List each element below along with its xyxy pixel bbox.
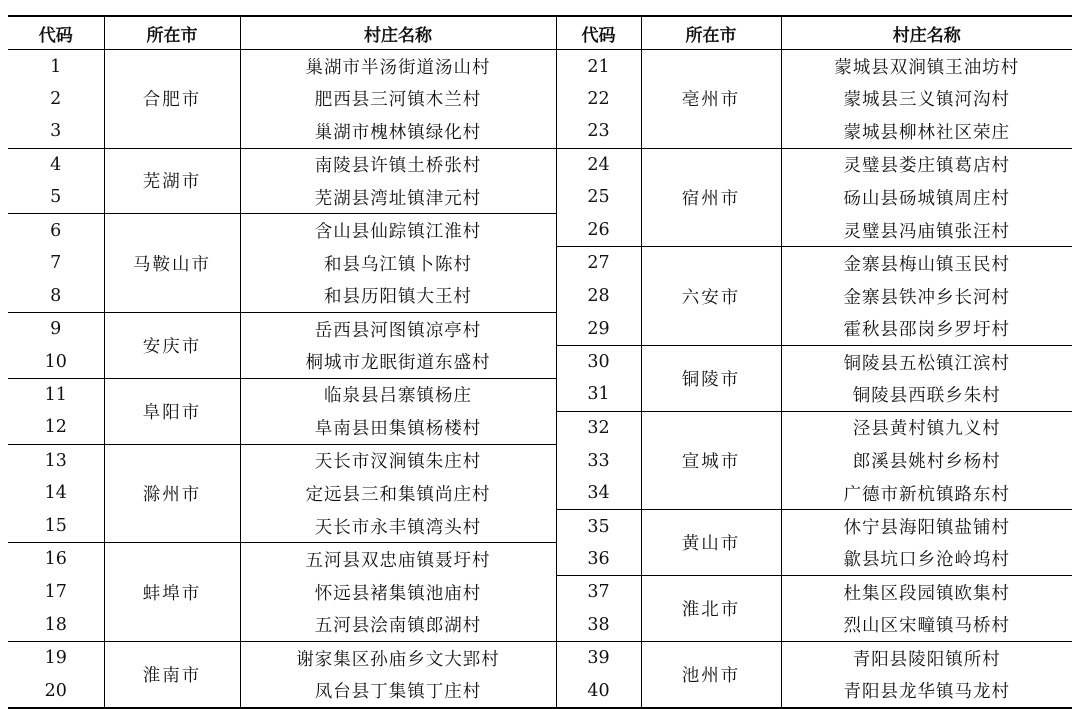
- village-name-header: 村庄名称: [240, 16, 556, 50]
- code-cell: 22: [587, 88, 610, 109]
- village-cell: 肥西县三河镇木兰村: [240, 83, 556, 115]
- city-header: 所在市: [104, 16, 240, 50]
- village-cell: 金寨县梅山镇玉民村: [781, 247, 1072, 280]
- village-cell: 南陵县许镇土桥张村: [240, 148, 556, 181]
- village-cell: 阜南县田集镇杨楼村: [240, 411, 556, 444]
- table-row: [8, 378, 1072, 411]
- village-cell: 五河县双忠庙镇聂圩村: [240, 543, 556, 576]
- village-cell: 灵璧县冯庙镇张汪村: [843, 221, 1010, 242]
- city-cell: 马鞍山市: [104, 214, 240, 313]
- city-cell: 滁州市: [104, 444, 240, 543]
- city-cell: 六安市: [641, 247, 781, 346]
- code-cell: 14: [44, 483, 67, 504]
- code-cell: 11: [8, 378, 104, 411]
- village-cell: 休宁县海阳镇盐铺村: [781, 510, 1072, 543]
- village-cell: 谢家集区孙庙乡文大郢村: [240, 641, 556, 674]
- city-cell: 淮北市: [641, 576, 781, 642]
- code-cell: 7: [50, 253, 62, 274]
- village-cell: 蒙城县三义镇河沟村: [843, 90, 1010, 111]
- code-cell: 2: [50, 88, 62, 109]
- village-cell: 铜陵县五松镇江滨村: [781, 345, 1072, 378]
- village-cell: 巢湖市半汤街道汤山村: [240, 50, 556, 83]
- table-row: [8, 148, 1072, 181]
- village-cell: 蒙城县双涧镇王油坊村: [834, 58, 1020, 79]
- village-cell: 巢湖市槐林镇绿化村: [240, 115, 556, 148]
- village-cell: 杜集区段园镇欧集村: [781, 576, 1072, 609]
- code-cell: 8: [50, 285, 62, 306]
- village-cell: 青阳县陵阳镇所村: [781, 641, 1072, 674]
- village-list-document: [8, 15, 1072, 709]
- village-cell: 定远县三和集镇尚庄村: [240, 477, 556, 510]
- code-cell: 4: [8, 148, 104, 181]
- village-cell: 青阳县龙华镇马龙村: [781, 674, 1072, 707]
- code-cell: 34: [587, 483, 610, 504]
- code-cell: 21: [587, 56, 610, 77]
- code-cell: 3: [50, 121, 62, 142]
- code-cell: 18: [44, 614, 67, 635]
- city-cell: 芜湖市: [104, 148, 240, 214]
- village-cell: 霍秋县邵岗乡罗圩村: [843, 320, 1010, 341]
- village-cell: 泾县黄村镇九义村: [781, 411, 1072, 444]
- code-cell: 12: [44, 417, 67, 438]
- city-cell: 安庆市: [104, 313, 240, 379]
- city-cell: 阜阳市: [104, 378, 240, 444]
- city-cell: 铜陵市: [641, 345, 781, 411]
- code-cell: 40: [556, 674, 641, 707]
- village-cell: 天长市永丰镇湾头村: [240, 510, 556, 543]
- code-cell: 19: [8, 641, 104, 674]
- code-cell: 30: [556, 345, 641, 378]
- code-cell: 28: [587, 286, 610, 307]
- code-cell: 13: [8, 444, 104, 477]
- city-cell: 合肥市: [104, 50, 240, 148]
- city-cell: 池州市: [641, 641, 781, 707]
- village-cell: 和县乌江镇卜陈村: [240, 247, 556, 280]
- code-cell: 31: [587, 384, 610, 405]
- city-cell: 蚌埠市: [104, 543, 240, 642]
- village-cell: 怀远县褚集镇池庙村: [240, 576, 556, 609]
- village-cell: 天长市汊涧镇朱庄村: [240, 444, 556, 477]
- header-row: [8, 16, 1072, 50]
- village-table: [8, 15, 1072, 709]
- code-cell: 23: [587, 121, 610, 142]
- code-cell: 25: [587, 187, 610, 208]
- village-cell: 广德市新杭镇路东村: [843, 484, 1010, 505]
- code-cell: 16: [8, 543, 104, 576]
- code-cell: 24: [556, 148, 641, 181]
- code-cell: 38: [587, 614, 610, 635]
- city-cell: 黄山市: [641, 510, 781, 576]
- village-cell: 含山县仙踪镇江淮村: [240, 214, 556, 247]
- village-cell: 烈山区宋疃镇马桥村: [843, 616, 1010, 637]
- village-cell: 郎溪县姚村乡杨村: [852, 452, 1001, 473]
- code-cell: 20: [8, 674, 104, 707]
- village-cell: 芜湖县湾址镇津元村: [240, 181, 556, 214]
- city-cell: 淮南市: [104, 641, 240, 707]
- village-name-header-right: 村庄名称: [781, 16, 1072, 50]
- code-cell: 39: [556, 641, 641, 674]
- code-cell: 35: [556, 510, 641, 543]
- village-cell: 临泉县吕寨镇杨庄: [240, 378, 556, 411]
- city-header-right: 所在市: [641, 16, 781, 50]
- village-cell: 蒙城县柳林社区荣庄: [843, 122, 1010, 143]
- table-row: [8, 543, 1072, 576]
- table-row: [8, 214, 1072, 247]
- code-cell: 1: [50, 56, 62, 77]
- code-cell: 32: [556, 411, 641, 444]
- code-cell: 15: [44, 516, 67, 537]
- table-row: [8, 444, 1072, 477]
- village-cell: 金寨县铁冲乡长河村: [843, 287, 1010, 308]
- code-header: 代码: [8, 16, 104, 50]
- village-cell: 岳西县河图镇凉亭村: [240, 313, 556, 346]
- code-cell: 33: [587, 450, 610, 471]
- code-cell: 6: [8, 214, 104, 247]
- village-cell: 五河县浍南镇郎湖村: [240, 609, 556, 642]
- village-cell: 铜陵县西联乡朱村: [852, 385, 1001, 406]
- village-cell: 桐城市龙眠街道东盛村: [240, 345, 556, 378]
- city-cell: 亳州市: [641, 50, 781, 148]
- village-cell: 歙县坑口乡沧岭坞村: [843, 550, 1010, 571]
- code-cell: 29: [587, 318, 610, 339]
- code-cell: 36: [587, 548, 610, 569]
- code-cell: 9: [8, 313, 104, 346]
- table-row: [8, 313, 1072, 346]
- village-cell: 灵璧县娄庄镇葛店村: [781, 148, 1072, 181]
- city-cell: 宿州市: [641, 148, 781, 247]
- code-cell: 26: [587, 220, 610, 241]
- code-cell: 27: [556, 247, 641, 280]
- code-cell: 17: [44, 582, 67, 603]
- village-cell: 和县历阳镇大王村: [240, 280, 556, 313]
- village-cell: 凤台县丁集镇丁庄村: [240, 674, 556, 707]
- table-row: [8, 50, 1072, 83]
- code-cell: 10: [44, 351, 67, 372]
- table-row: [8, 641, 1072, 674]
- village-cell: 砀山县砀城镇周庄村: [843, 188, 1010, 209]
- city-cell: 宣城市: [641, 411, 781, 510]
- code-header-right: 代码: [556, 16, 641, 50]
- code-cell: 37: [556, 576, 641, 609]
- code-cell: 5: [50, 187, 62, 208]
